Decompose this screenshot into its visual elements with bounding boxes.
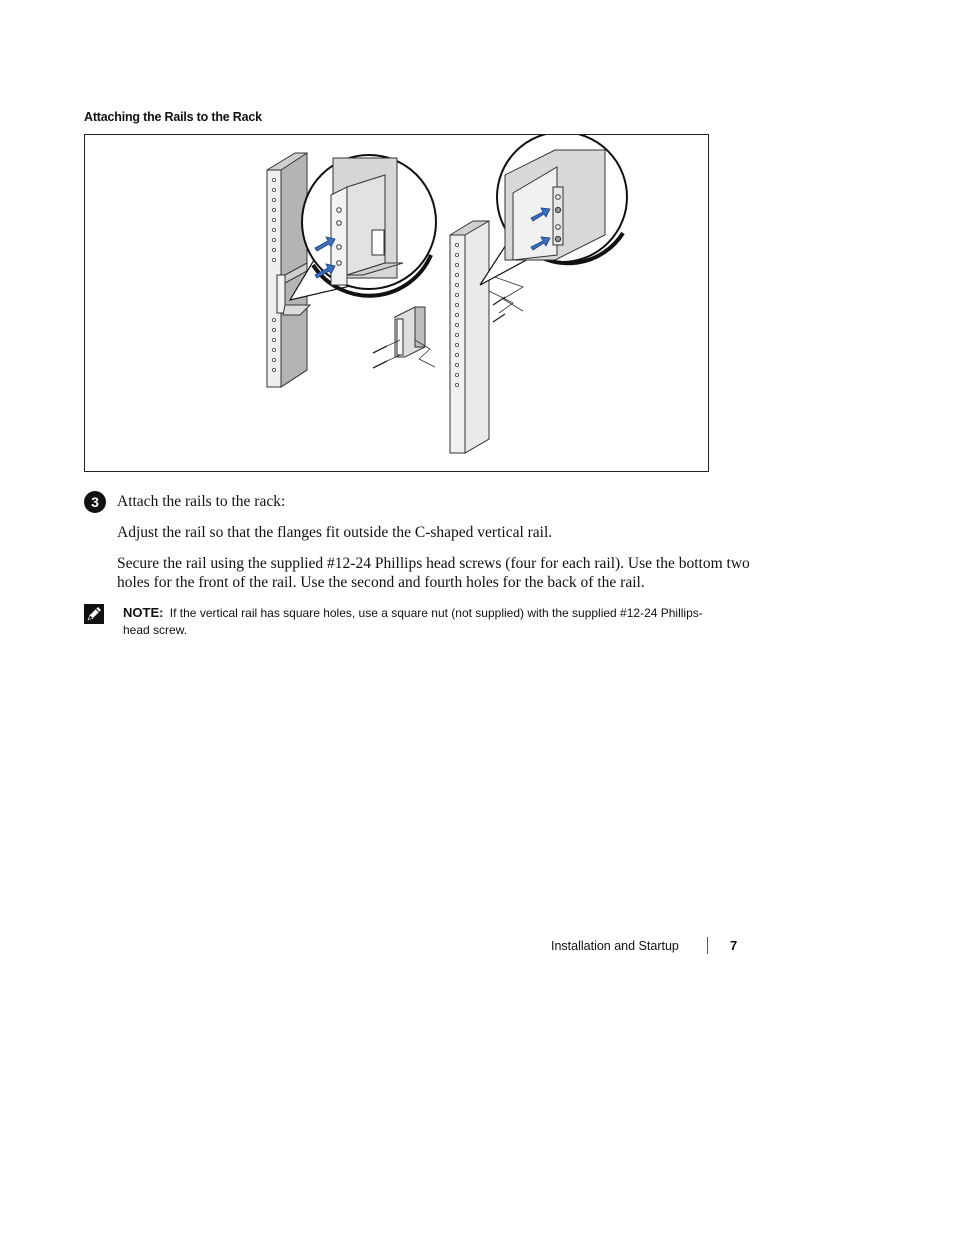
rack-rail-illustration [84,134,709,472]
instruction-paragraph-1: Adjust the rail so that the flanges fit outside the C-shaped vertical rail. [117,524,553,541]
footer-section-title: Installation and Startup [551,939,679,953]
instruction-paragraph-2: Secure the rail using the supplied #12-24 Phillips head screws (four for each rail). Use the bottom two holes for the front of the rail. Use the second and fourth holes for the back of the rail. [117,555,750,591]
screws-left [373,346,387,368]
right-post-holes [455,243,458,386]
note-label: NOTE: [123,605,164,620]
figure-title: Attaching the Rails to the Rack [84,110,262,124]
step-heading: Attach the rails to the rack: [117,493,286,510]
note-text: If the vertical rail has square holes, use a square nut (not supplied) with the supplied #12-24 Phillips-head screw. [123,606,703,637]
screws-right [493,297,505,322]
pencil-note-icon [84,604,104,624]
page-number: 7 [730,938,738,953]
left-callout-detail [331,158,403,285]
rack-rail-drawing [85,135,708,471]
step-number-badge: 3 [84,491,106,513]
footer-divider [707,937,708,954]
rail-bracket [395,307,425,357]
note-block [123,604,723,639]
